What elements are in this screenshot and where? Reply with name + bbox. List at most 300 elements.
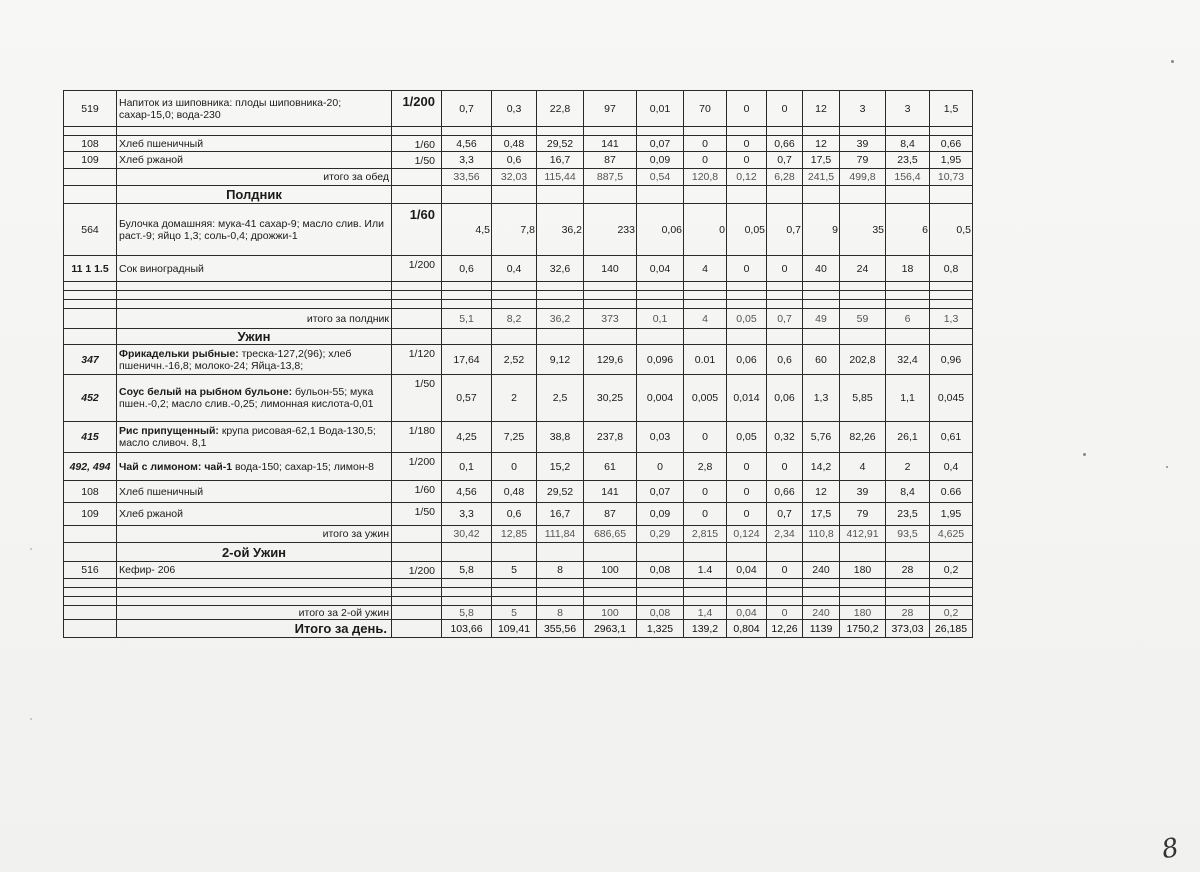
total-value: 6,28	[767, 169, 803, 186]
nutrient-value: 0,06	[727, 345, 767, 375]
empty-cell	[803, 186, 840, 204]
empty-cell	[442, 291, 492, 300]
nutrient-value: 4,25	[442, 422, 492, 453]
empty-cell	[767, 127, 803, 136]
dish-row	[64, 91, 973, 127]
empty-row	[64, 291, 973, 300]
empty-cell	[637, 579, 684, 588]
dish-name	[117, 453, 392, 481]
empty-cell	[492, 579, 537, 588]
total-value: 0,29	[637, 526, 684, 543]
day-total-value: 109,41	[492, 620, 537, 638]
dish-row	[64, 256, 973, 282]
empty-cell	[727, 291, 767, 300]
nutrient-value: 97	[584, 91, 637, 127]
nutrient-value: 5,8	[442, 562, 492, 579]
page-number: 8	[1159, 832, 1182, 866]
nutrient-value: 14,2	[803, 453, 840, 481]
dish-ingredients: бульон-55; мука пшен.-0,2; масло слив.-0,25; лимонная кислота-0,01	[119, 386, 374, 410]
nutrient-value: 0,7	[442, 91, 492, 127]
meal-total-row	[64, 169, 973, 186]
nutrient-value: 29,52	[537, 481, 584, 503]
empty-cell	[727, 543, 767, 562]
nutrient-value: 26,1	[886, 422, 930, 453]
nutrient-value: 28	[886, 562, 930, 579]
empty-row	[64, 588, 973, 597]
dish-name	[117, 345, 392, 375]
empty-cell	[684, 186, 727, 204]
empty-cell	[584, 282, 637, 291]
total-value: 241,5	[803, 169, 840, 186]
nutrient-value: 0,7	[767, 152, 803, 169]
portion-size: 1/60	[392, 481, 442, 503]
recipe-code: 415	[64, 422, 117, 453]
nutrient-value: 0,57	[442, 375, 492, 422]
nutrient-value: 9,12	[537, 345, 584, 375]
nutrient-value: 3	[840, 91, 886, 127]
nutrient-value: 7,8	[492, 204, 537, 256]
nutrient-value: 202,8	[840, 345, 886, 375]
nutrient-value: 0	[684, 481, 727, 503]
empty-cell	[492, 329, 537, 345]
empty-cell	[886, 300, 930, 309]
empty-cell	[584, 127, 637, 136]
empty-cell	[684, 329, 727, 345]
nutrient-value: 3,3	[442, 503, 492, 526]
nutrient-value: 0,3	[492, 91, 537, 127]
nutrient-value: 129,6	[584, 345, 637, 375]
nutrient-value: 0,6	[492, 503, 537, 526]
nutrient-value: 0,04	[637, 256, 684, 282]
nutrient-value: 0,04	[727, 562, 767, 579]
dish-row	[64, 422, 973, 453]
empty-row	[64, 597, 973, 606]
empty-cell	[684, 282, 727, 291]
total-value: 0,04	[727, 606, 767, 620]
nutrient-value: 0,09	[637, 152, 684, 169]
scan-speck	[30, 548, 32, 550]
nutrient-value: 0	[767, 453, 803, 481]
empty-cell	[803, 329, 840, 345]
portion-size: 1/200	[392, 453, 442, 481]
empty-cell	[727, 282, 767, 291]
nutrient-value: 0	[727, 256, 767, 282]
empty-cell	[584, 300, 637, 309]
scan-speck	[1171, 60, 1174, 63]
empty-cell	[537, 300, 584, 309]
empty-cell	[117, 588, 392, 597]
total-value: 156,4	[886, 169, 930, 186]
nutrient-value: 17,5	[803, 503, 840, 526]
recipe-code: 564	[64, 204, 117, 256]
empty-cell	[442, 597, 492, 606]
nutrient-value: 1,3	[803, 375, 840, 422]
nutrient-value: 30,25	[584, 375, 637, 422]
empty-cell	[64, 282, 117, 291]
nutrient-value: 0,32	[767, 422, 803, 453]
nutrient-value: 0	[492, 453, 537, 481]
empty-cell	[637, 127, 684, 136]
empty-cell	[803, 579, 840, 588]
empty-cell	[492, 597, 537, 606]
nutrient-value: 0,07	[637, 481, 684, 503]
nutrient-value: 12	[803, 136, 840, 152]
recipe-code: 516	[64, 562, 117, 579]
total-value: 93,5	[886, 526, 930, 543]
empty-cell	[930, 597, 973, 606]
nutrient-value: 0	[727, 481, 767, 503]
dish-name	[117, 375, 392, 422]
recipe-code: 109	[64, 503, 117, 526]
nutrient-value: 22,8	[537, 91, 584, 127]
empty-cell	[930, 291, 973, 300]
empty-cell	[392, 579, 442, 588]
total-value: 5,1	[442, 309, 492, 329]
empty-cell	[64, 186, 117, 204]
empty-cell	[537, 543, 584, 562]
recipe-code: 492, 494	[64, 453, 117, 481]
empty-cell	[886, 597, 930, 606]
empty-cell	[930, 282, 973, 291]
recipe-code: 452	[64, 375, 117, 422]
empty-cell	[392, 543, 442, 562]
empty-cell	[64, 329, 117, 345]
total-value: 30,42	[442, 526, 492, 543]
empty-cell	[392, 300, 442, 309]
empty-cell	[767, 329, 803, 345]
nutrient-value: 0,03	[637, 422, 684, 453]
empty-cell	[803, 588, 840, 597]
empty-cell	[930, 329, 973, 345]
empty-cell	[64, 597, 117, 606]
empty-cell	[767, 579, 803, 588]
meal-total-label: итого за ужин	[117, 526, 392, 543]
empty-cell	[727, 127, 767, 136]
dish-row	[64, 345, 973, 375]
empty-cell	[803, 597, 840, 606]
nutrient-value: 4	[840, 453, 886, 481]
dish-title: Чай с лимоном: чай-1	[119, 460, 235, 473]
nutrient-value: 0	[727, 152, 767, 169]
recipe-code: 11 1 1.5	[64, 256, 117, 282]
empty-cell	[637, 543, 684, 562]
nutrient-value: 23,5	[886, 503, 930, 526]
empty-cell	[584, 329, 637, 345]
empty-cell	[537, 127, 584, 136]
empty-cell	[64, 579, 117, 588]
nutrient-value: 0	[684, 136, 727, 152]
empty-cell	[684, 300, 727, 309]
nutrient-value: 1,5	[930, 91, 973, 127]
empty-cell	[637, 597, 684, 606]
dish-name: Напиток из шиповника: плоды шиповника-20; сахар-15,0; вода-230	[117, 91, 392, 127]
total-value: 111,84	[537, 526, 584, 543]
empty-cell	[767, 282, 803, 291]
nutrient-value: 140	[584, 256, 637, 282]
nutrient-value: 24	[840, 256, 886, 282]
empty-cell	[727, 579, 767, 588]
empty-cell	[584, 597, 637, 606]
empty-cell	[64, 606, 117, 620]
nutrient-value: 0,66	[767, 136, 803, 152]
empty-cell	[886, 588, 930, 597]
nutrient-value: 1.4	[684, 562, 727, 579]
nutrient-value: 0	[684, 204, 727, 256]
total-value: 36,2	[537, 309, 584, 329]
section-header-row	[64, 543, 973, 562]
empty-cell	[684, 579, 727, 588]
portion-size: 1/60	[392, 204, 442, 256]
empty-cell	[117, 597, 392, 606]
nutrient-value: 36,2	[537, 204, 584, 256]
empty-cell	[886, 186, 930, 204]
nutrient-value: 87	[584, 152, 637, 169]
empty-cell	[492, 186, 537, 204]
empty-cell	[727, 186, 767, 204]
nutrient-value: 79	[840, 152, 886, 169]
section-title: Полдник	[117, 186, 392, 204]
empty-cell	[840, 579, 886, 588]
nutrient-value: 18	[886, 256, 930, 282]
nutrient-value: 35	[840, 204, 886, 256]
dish-row	[64, 375, 973, 422]
dish-name: Булочка домашняя: мука-41 сахар-9; масло слив. Или раст.-9; яйцо 1,3; соль-0,4; дрожжи-1	[117, 204, 392, 256]
meal-total-label: итого за обед	[117, 169, 392, 186]
nutrient-value: 0,7	[767, 204, 803, 256]
empty-cell	[684, 127, 727, 136]
nutrient-value: 0,6	[442, 256, 492, 282]
nutrient-value: 0,61	[930, 422, 973, 453]
nutrient-value: 0,6	[767, 345, 803, 375]
nutrient-value: 4,56	[442, 481, 492, 503]
empty-cell	[392, 606, 442, 620]
dish-title: Фрикадельки рыбные:	[119, 347, 242, 360]
empty-cell	[492, 300, 537, 309]
empty-cell	[684, 543, 727, 562]
nutrient-value: 61	[584, 453, 637, 481]
empty-cell	[584, 579, 637, 588]
nutrient-value: 15,2	[537, 453, 584, 481]
nutrient-value: 0	[637, 453, 684, 481]
empty-cell	[886, 543, 930, 562]
empty-cell	[803, 543, 840, 562]
empty-row	[64, 282, 973, 291]
total-value: 110,8	[803, 526, 840, 543]
nutrient-value: 5,85	[840, 375, 886, 422]
nutrient-value: 0,06	[637, 204, 684, 256]
total-value: 499,8	[840, 169, 886, 186]
total-value: 373	[584, 309, 637, 329]
total-value: 59	[840, 309, 886, 329]
nutrient-value: 8,4	[886, 136, 930, 152]
portion-size: 1/50	[392, 375, 442, 422]
meal-total-label: итого за 2-ой ужин	[117, 606, 392, 620]
day-total-value: 0,804	[727, 620, 767, 638]
empty-cell	[584, 543, 637, 562]
total-value: 0,12	[727, 169, 767, 186]
empty-cell	[442, 282, 492, 291]
nutrient-value: 0,48	[492, 136, 537, 152]
empty-cell	[886, 127, 930, 136]
dish-name: Хлеб пшеничный	[117, 481, 392, 503]
empty-cell	[727, 300, 767, 309]
dish-name: Сок виноградный	[117, 256, 392, 282]
nutrient-value: 8	[537, 562, 584, 579]
empty-cell	[584, 186, 637, 204]
total-value: 115,44	[537, 169, 584, 186]
nutrient-value: 2,8	[684, 453, 727, 481]
empty-cell	[392, 329, 442, 345]
empty-cell	[392, 169, 442, 186]
nutrient-value: 0	[727, 91, 767, 127]
nutrient-value: 0,1	[442, 453, 492, 481]
total-value: 5	[492, 606, 537, 620]
empty-cell	[117, 282, 392, 291]
empty-cell	[803, 291, 840, 300]
nutrient-value: 237,8	[584, 422, 637, 453]
nutrient-value: 0.01	[684, 345, 727, 375]
total-value: 5,8	[442, 606, 492, 620]
empty-cell	[442, 588, 492, 597]
empty-cell	[584, 291, 637, 300]
empty-cell	[727, 588, 767, 597]
portion-size: 1/200	[392, 256, 442, 282]
nutrient-value: 2,52	[492, 345, 537, 375]
empty-cell	[767, 186, 803, 204]
nutrient-value: 23,5	[886, 152, 930, 169]
nutrient-value: 87	[584, 503, 637, 526]
nutrient-value: 4,5	[442, 204, 492, 256]
dish-title: Соус белый на рыбном бульоне:	[119, 386, 295, 398]
empty-cell	[64, 620, 117, 638]
day-total-value: 1750,2	[840, 620, 886, 638]
empty-cell	[840, 300, 886, 309]
empty-cell	[492, 291, 537, 300]
total-value: 8	[537, 606, 584, 620]
nutrient-value: 2,5	[537, 375, 584, 422]
empty-cell	[492, 543, 537, 562]
nutrient-value: 0,66	[767, 481, 803, 503]
portion-size: 1/120	[392, 345, 442, 375]
nutrient-value: 0	[727, 503, 767, 526]
empty-cell	[442, 543, 492, 562]
total-value: 0,05	[727, 309, 767, 329]
empty-cell	[117, 291, 392, 300]
total-value: 0,124	[727, 526, 767, 543]
nutrient-value: 39	[840, 136, 886, 152]
nutrient-value: 0,2	[930, 562, 973, 579]
dish-ingredients: треска-127,2(96); хлеб пшеничн.-16,8; молоко-24; Яйца-13,8;	[119, 347, 352, 372]
total-value: 49	[803, 309, 840, 329]
empty-cell	[637, 291, 684, 300]
total-value: 0,08	[637, 606, 684, 620]
total-value: 100	[584, 606, 637, 620]
total-value: 0,1	[637, 309, 684, 329]
empty-cell	[840, 329, 886, 345]
nutrient-value: 8,4	[886, 481, 930, 503]
empty-cell	[767, 543, 803, 562]
nutrient-value: 0	[727, 453, 767, 481]
nutrient-value: 141	[584, 136, 637, 152]
nutrient-value: 0,07	[637, 136, 684, 152]
dish-row	[64, 503, 973, 526]
nutrient-value: 0,045	[930, 375, 973, 422]
empty-cell	[767, 588, 803, 597]
recipe-code: 109	[64, 152, 117, 169]
empty-cell	[637, 282, 684, 291]
empty-cell	[930, 186, 973, 204]
nutrient-value: 17,5	[803, 152, 840, 169]
nutrient-value: 0	[727, 136, 767, 152]
portion-size: 1/200	[392, 562, 442, 579]
empty-cell	[584, 588, 637, 597]
dish-row	[64, 136, 973, 152]
nutrient-value: 16,7	[537, 152, 584, 169]
nutrient-value: 141	[584, 481, 637, 503]
total-value: 0,2	[930, 606, 973, 620]
nutrient-value: 40	[803, 256, 840, 282]
total-value: 28	[886, 606, 930, 620]
nutrient-value: 32,4	[886, 345, 930, 375]
empty-cell	[442, 127, 492, 136]
day-total-value: 355,56	[537, 620, 584, 638]
nutrient-value: 60	[803, 345, 840, 375]
empty-cell	[64, 309, 117, 329]
nutrient-value: 2	[886, 453, 930, 481]
dish-row	[64, 152, 973, 169]
total-value: 0	[767, 606, 803, 620]
empty-cell	[803, 127, 840, 136]
day-total-label: Итого за день.	[117, 620, 392, 638]
dish-ingredients: вода-150; сахар-15; лимон-8	[234, 460, 374, 473]
meal-total-row	[64, 309, 973, 329]
total-value: 0,7	[767, 309, 803, 329]
empty-cell	[64, 169, 117, 186]
day-total-value: 139,2	[684, 620, 727, 638]
day-total-value: 1,325	[637, 620, 684, 638]
recipe-code: 108	[64, 481, 117, 503]
empty-cell	[537, 329, 584, 345]
empty-cell	[492, 588, 537, 597]
dish-name: Хлеб пшеничный	[117, 136, 392, 152]
nutrient-value: 0	[684, 152, 727, 169]
empty-cell	[727, 329, 767, 345]
empty-cell	[64, 127, 117, 136]
day-total-value: 26,185	[930, 620, 973, 638]
empty-cell	[767, 300, 803, 309]
empty-cell	[64, 588, 117, 597]
empty-row	[64, 300, 973, 309]
total-value: 4,625	[930, 526, 973, 543]
nutrient-value: 9	[803, 204, 840, 256]
nutrient-value: 4	[684, 256, 727, 282]
empty-cell	[392, 127, 442, 136]
empty-cell	[442, 300, 492, 309]
nutrient-value: 1,95	[930, 503, 973, 526]
nutrient-value: 0	[767, 562, 803, 579]
nutrient-value: 16,7	[537, 503, 584, 526]
nutrient-value: 17,64	[442, 345, 492, 375]
empty-cell	[537, 291, 584, 300]
empty-cell	[637, 588, 684, 597]
nutrient-value: 29,52	[537, 136, 584, 152]
total-value: 120,8	[684, 169, 727, 186]
total-value: 32,03	[492, 169, 537, 186]
nutrient-value: 0,05	[727, 204, 767, 256]
day-total-value: 2963,1	[584, 620, 637, 638]
empty-cell	[767, 291, 803, 300]
total-value: 1,4	[684, 606, 727, 620]
